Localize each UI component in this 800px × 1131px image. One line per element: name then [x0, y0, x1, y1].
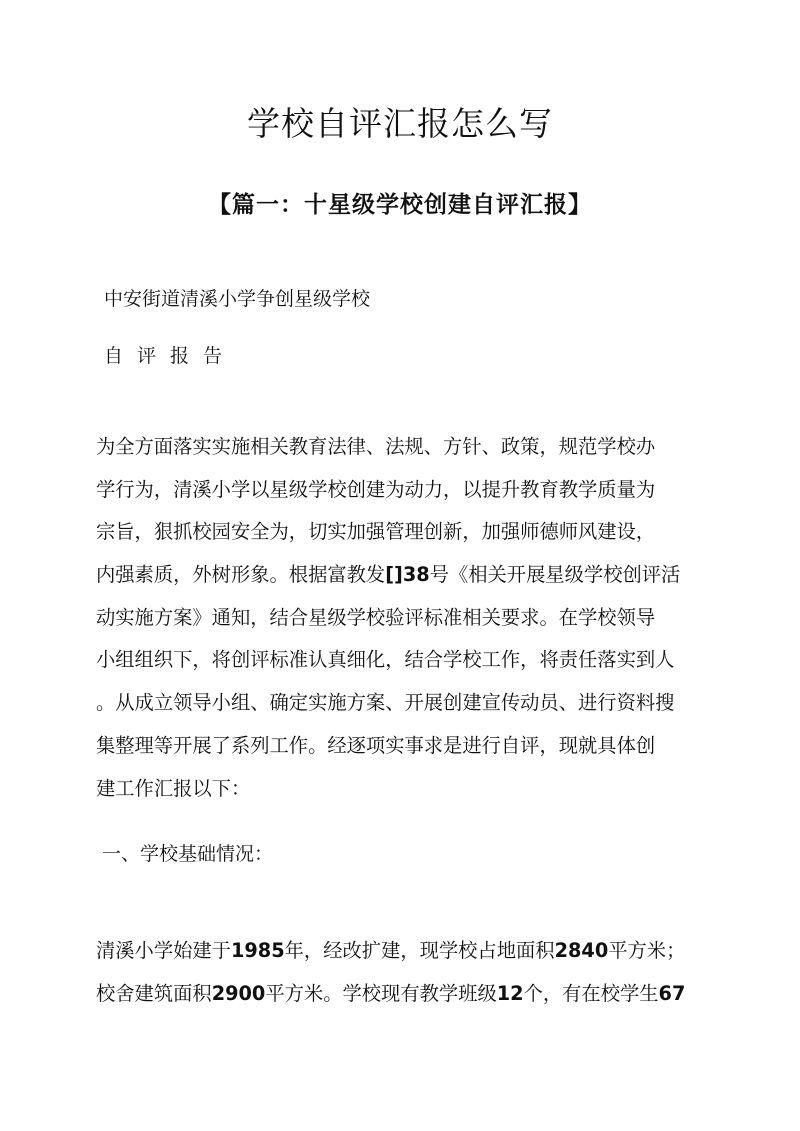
paragraph-line: 动实施方案》通知，结合星级学校验评标准相关要求。在学校领导 — [96, 605, 656, 629]
paragraph-line: 内强素质，外树形象。根据富教发[]38号《相关开展星级学校创评活 — [96, 563, 681, 587]
paragraph-basic-info — [96, 930, 716, 1015]
number-text: 2900 — [211, 981, 266, 1005]
paragraph-line: 宗旨，狠抓校园安全为，切实加强管理创新，加强师德师风建设， — [96, 520, 656, 544]
paragraph-line: 建工作汇报以下： — [96, 776, 251, 800]
report-label: 自评报告 — [104, 345, 237, 367]
paragraph-intro — [96, 426, 716, 810]
school-name: 中安街道清溪小学争创星级学校 — [104, 288, 371, 310]
number-text: 1985 — [230, 939, 285, 962]
paragraph-line: 小组组织下，将创评标准认真细化，结合学校工作，将责任落实到人 — [96, 648, 675, 672]
paragraph-line: 清溪小学始建于1985年，经改扩建，现学校占地面积2840平方米； — [96, 939, 686, 962]
number-text: []38 — [385, 563, 430, 587]
paragraph-line: 学行为，清溪小学以星级学校创建为动力，以提升教育教学质量为 — [96, 477, 656, 501]
paragraph-line: 为全方面落实实施相关教育法律、法规、方针、政策，规范学校办 — [96, 435, 656, 458]
paragraph-line: 校舍建筑面积2900平方米。学校现有教学班级12个，有在校学生67 — [96, 981, 686, 1005]
number-text: 12 — [496, 981, 524, 1005]
number-text: 67 — [658, 981, 686, 1005]
paragraph-line: 。从成立领导小组、确定实施方案、开展创建宣传动员、进行资料搜 — [96, 691, 675, 715]
section-heading: 一、学校基础情况： — [102, 843, 274, 865]
document-title: 学校自评汇报怎么写 — [247, 104, 553, 143]
document-subtitle: 【篇一：十星级学校创建自评汇报】 — [208, 191, 592, 218]
paragraph-line: 集整理等开展了系列工作。经逐项实事求是进行自评，现就具体创 — [96, 733, 656, 757]
number-text: 2840 — [554, 939, 609, 962]
